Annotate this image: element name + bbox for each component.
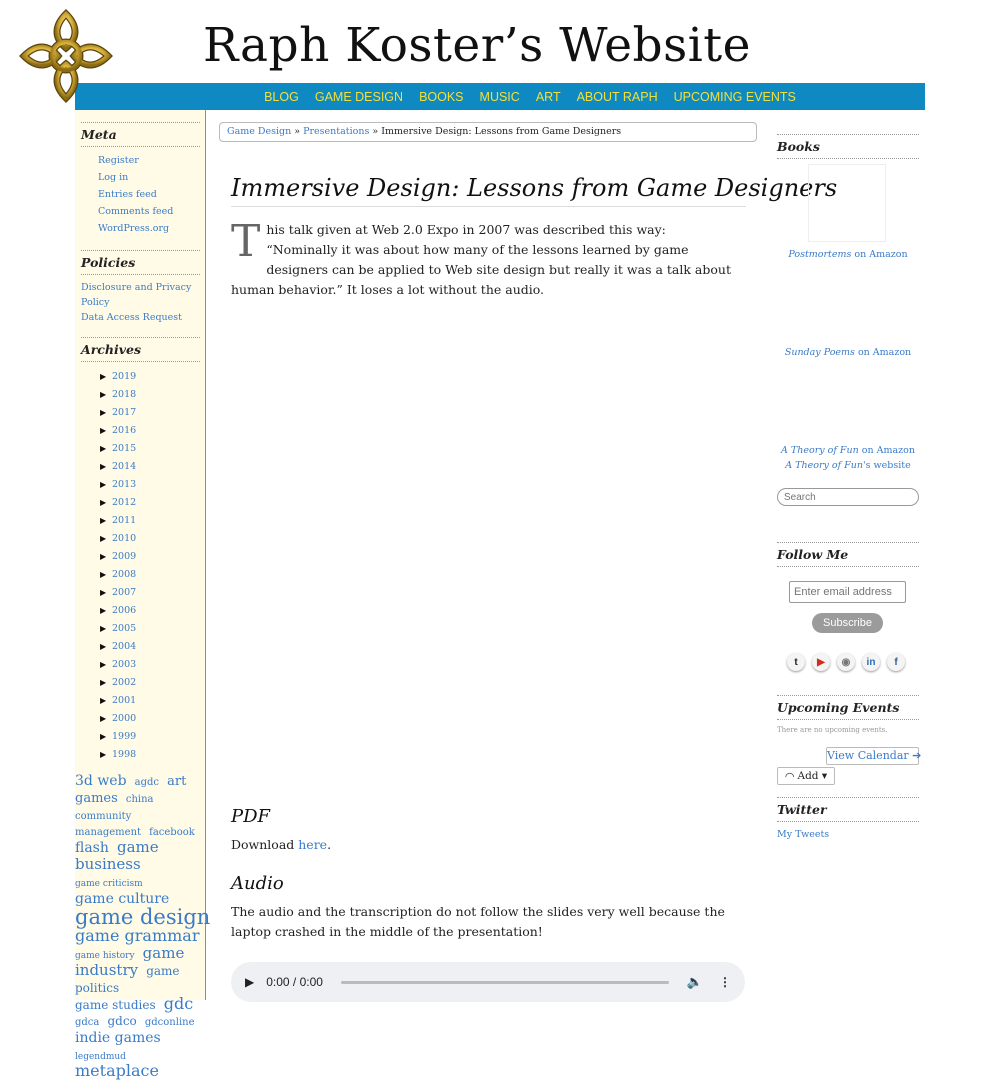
linkedin-icon[interactable]: in (862, 653, 880, 671)
archive-year-item[interactable] (81, 655, 200, 673)
tag-link[interactable]: flash (75, 840, 109, 857)
add-label: Add ▾ (797, 770, 828, 782)
archive-year-link[interactable]: 2011 (112, 514, 137, 526)
archive-year-item[interactable] (81, 385, 200, 403)
expand-triangle-icon[interactable]: ▶ (100, 551, 107, 561)
archive-year-item[interactable] (81, 601, 200, 619)
comments-feed-link[interactable]: Comments feed (98, 206, 174, 217)
policies-title: Policies (81, 250, 200, 275)
tag-link[interactable]: business (75, 854, 141, 873)
pdf-period: . (327, 837, 332, 852)
expand-triangle-icon[interactable]: ▶ (100, 659, 107, 669)
archive-year-item[interactable] (81, 691, 200, 709)
expand-triangle-icon[interactable]: ▶ (100, 425, 107, 435)
archive-list (81, 367, 200, 763)
audio-time: 0:00 / 0:00 (266, 975, 323, 989)
archive-year-link[interactable]: 2017 (112, 406, 137, 418)
archive-year-link[interactable]: 2013 (112, 478, 137, 490)
book-postmortems-amazon[interactable]: on Amazon (851, 249, 908, 260)
more-options-icon[interactable]: ⋮ (719, 975, 731, 989)
archive-year-link[interactable]: 2009 (112, 550, 137, 562)
archive-year-item[interactable] (81, 493, 200, 511)
events-title: Upcoming Events (777, 695, 919, 720)
facebook-icon[interactable]: f (887, 653, 905, 671)
archive-year-link[interactable]: 2003 (112, 658, 137, 670)
tag-link[interactable]: indie games (75, 1030, 161, 1047)
audio-progress-track[interactable] (341, 981, 669, 984)
archive-year-link[interactable]: 2010 (112, 532, 137, 544)
expand-triangle-icon[interactable]: ▶ (100, 749, 107, 759)
archive-year-item[interactable] (81, 475, 200, 493)
nav-upcoming-events[interactable]: UPCOMING EVENTS (673, 89, 796, 104)
archive-year-link[interactable]: 2008 (112, 568, 137, 580)
archive-year-link[interactable]: 1998 (112, 748, 137, 760)
archive-year-link[interactable]: 2007 (112, 586, 137, 598)
tag-link[interactable]: gdconline (144, 1017, 195, 1029)
archive-year-link[interactable]: 2004 (112, 640, 137, 652)
expand-triangle-icon[interactable]: ▶ (100, 479, 107, 489)
expand-triangle-icon[interactable]: ▶ (100, 533, 107, 543)
tag-link[interactable]: game (146, 964, 180, 979)
archives-title: Archives (81, 337, 200, 362)
expand-triangle-icon[interactable]: ▶ (100, 371, 107, 381)
expand-triangle-icon[interactable]: ▶ (100, 443, 107, 453)
tag-link[interactable]: china (125, 793, 154, 805)
tag-link[interactable]: industry (75, 961, 139, 980)
breadcrumb (219, 122, 757, 142)
book-theory-of-fun-site (777, 460, 919, 471)
archive-year-item[interactable] (81, 547, 200, 565)
book-cover-postmortems[interactable] (808, 164, 886, 242)
archive-year-link[interactable]: 2005 (112, 622, 137, 634)
tag-link[interactable]: community (75, 810, 132, 822)
register-link[interactable]: Register (98, 155, 139, 166)
book-theory-of-fun (777, 445, 919, 456)
tag-link[interactable]: game criticism (75, 878, 143, 889)
tag-link[interactable]: agdc (134, 777, 160, 788)
archive-year-item[interactable] (81, 673, 200, 691)
expand-triangle-icon[interactable]: ▶ (100, 605, 107, 615)
archive-year-link[interactable]: 2014 (112, 460, 137, 472)
tag-link[interactable]: gdc (163, 993, 194, 1013)
expand-triangle-icon[interactable]: ▶ (100, 695, 107, 705)
archive-year-item[interactable] (81, 403, 200, 421)
tag-cloud (75, 772, 211, 1080)
post-intro (231, 216, 731, 300)
search-input[interactable] (777, 488, 919, 506)
twitter-icon[interactable]: t (787, 653, 805, 671)
audio-heading: Audio (231, 873, 284, 894)
audio-player[interactable] (231, 962, 745, 1002)
reddit-icon[interactable]: ◉ (837, 653, 855, 671)
archive-year-item[interactable] (81, 367, 200, 385)
tag-link[interactable]: games (75, 790, 118, 806)
policies-widget (81, 250, 200, 325)
my-tweets-link[interactable]: My Tweets (777, 829, 830, 840)
tag-link[interactable]: legendmud (75, 1052, 126, 1062)
breadcrumb-current: Immersive Design: Lessons from Game Designers (381, 126, 622, 137)
tag-link[interactable]: gdca (75, 1017, 100, 1029)
site-title[interactable]: Raph Koster’s Website (203, 18, 751, 73)
tag-link[interactable]: art (167, 774, 187, 789)
tag-link[interactable]: politics (75, 980, 120, 995)
expand-triangle-icon[interactable]: ▶ (100, 461, 107, 471)
archive-year-link[interactable]: 2012 (112, 496, 137, 508)
email-field[interactable] (789, 581, 906, 603)
intro-text: his talk given at Web 2.0 Expo in 2007 was described this way: “Nominally it was about how many of the lessons learned by game designers can be applied to Web site design but really it was a talk about human behavior.” It loses a lot without the audio. (231, 222, 731, 297)
breadcrumb-game-design[interactable]: Game Design (227, 126, 292, 137)
youtube-icon[interactable]: ▶ (812, 653, 830, 671)
expand-triangle-icon[interactable]: ▶ (100, 731, 107, 741)
expand-triangle-icon[interactable]: ▶ (100, 641, 107, 651)
view-calendar-button[interactable]: View Calendar ➔ (826, 747, 919, 765)
archive-year-link[interactable]: 1999 (112, 730, 137, 742)
meta-widget (81, 122, 200, 237)
archive-year-item[interactable] (81, 439, 200, 457)
tag-link[interactable]: game studies (75, 997, 156, 1012)
nav-art[interactable]: ART (535, 89, 561, 104)
expand-triangle-icon[interactable]: ▶ (100, 389, 107, 399)
tag-link[interactable]: game grammar (75, 926, 200, 946)
pdf-download-label: Download (231, 837, 299, 852)
archive-year-item[interactable] (81, 583, 200, 601)
audio-text: The audio and the transcription do not follow the slides very well because the laptop crashed in the middle of the presentation! (231, 904, 725, 939)
play-icon[interactable]: ▶ (245, 975, 255, 989)
archive-year-item[interactable] (81, 727, 200, 745)
nav-books[interactable]: BOOKS (419, 89, 464, 104)
post-title: Immersive Design: Lessons from Game Designers (231, 174, 746, 207)
book-sunday-poems-link[interactable]: Sunday Poems (784, 347, 855, 358)
archive-year-item[interactable] (81, 745, 200, 763)
nav-music[interactable]: MUSIC (479, 89, 520, 104)
archive-year-item[interactable] (81, 421, 200, 439)
expand-triangle-icon[interactable]: ▶ (100, 623, 107, 633)
tag-link[interactable]: facebook (149, 827, 195, 839)
tag-link[interactable]: game (142, 944, 185, 963)
meta-title: Meta (81, 122, 200, 147)
book-theory-of-fun-website[interactable]: 's website (863, 460, 911, 471)
data-access-request-link[interactable]: Data Access Request (81, 312, 182, 323)
add-calendar-button[interactable] (777, 767, 835, 785)
archive-year-item[interactable] (81, 529, 200, 547)
book-theory-of-fun-link[interactable]: A Theory of Fun (781, 445, 859, 456)
expand-triangle-icon[interactable]: ▶ (100, 407, 107, 417)
book-sunday-poems-amazon[interactable]: on Amazon (854, 347, 912, 358)
book-postmortems-link[interactable]: Postmortems (788, 249, 852, 260)
privacy-policy-link[interactable]: Disclosure and Privacy Policy (81, 282, 192, 308)
archive-year-link[interactable]: 2015 (112, 442, 137, 454)
tag-link[interactable]: game (116, 838, 159, 857)
tag-link[interactable]: game design (75, 905, 211, 930)
celtic-knot-logo[interactable] (16, 6, 116, 106)
book-theory-of-fun-amazon[interactable]: on Amazon (858, 445, 915, 456)
archive-year-item[interactable] (81, 619, 200, 637)
archives-widget (81, 337, 200, 763)
book-sunday-poems (777, 347, 919, 358)
archive-year-item[interactable] (81, 511, 200, 529)
archive-year-link[interactable]: 2018 (112, 388, 137, 400)
twitter-title: Twitter (777, 797, 919, 822)
pdf-text (231, 835, 731, 855)
nav-about-raph[interactable]: ABOUT RAPH (576, 89, 658, 104)
expand-triangle-icon[interactable]: ▶ (100, 497, 107, 507)
expand-triangle-icon[interactable]: ▶ (100, 587, 107, 597)
wordpress-org-link[interactable]: WordPress.org (98, 223, 170, 234)
tag-link[interactable]: game history (75, 951, 135, 962)
expand-triangle-icon[interactable]: ▶ (100, 713, 107, 723)
drop-cap: T (231, 216, 261, 267)
social-icons (787, 653, 905, 671)
books-title: Books (777, 134, 919, 159)
login-link[interactable]: Log in (98, 172, 129, 183)
archive-year-item[interactable] (81, 457, 200, 475)
book-theory-of-fun-site-link[interactable]: A Theory of Fun (785, 460, 863, 471)
pdf-download-link[interactable]: here (298, 837, 328, 852)
expand-triangle-icon[interactable]: ▶ (100, 677, 107, 687)
archive-year-item[interactable] (81, 565, 200, 583)
archive-year-item[interactable] (81, 709, 200, 727)
archive-year-link[interactable]: 2000 (112, 712, 137, 724)
subscribe-button[interactable]: Subscribe (812, 613, 883, 633)
no-events-text: There are no upcoming events. (777, 726, 888, 734)
volume-icon[interactable]: 🔈 (686, 974, 703, 989)
entries-feed-link[interactable]: Entries feed (98, 189, 157, 200)
archive-year-link[interactable]: 2019 (112, 370, 137, 382)
breadcrumb-separator: » (369, 126, 382, 137)
nav-blog[interactable]: BLOG (264, 89, 299, 104)
rss-icon: ◠ (784, 769, 795, 783)
archive-year-link[interactable]: 2001 (112, 694, 137, 706)
tag-link[interactable]: gdco (107, 1014, 137, 1029)
archive-year-link[interactable]: 2002 (112, 676, 137, 688)
breadcrumb-separator: » (291, 126, 304, 137)
breadcrumb-presentations[interactable]: Presentations (303, 126, 370, 137)
nav-game-design[interactable]: GAME DESIGN (314, 89, 404, 104)
tag-link[interactable]: management (75, 827, 142, 839)
pdf-heading: PDF (231, 806, 271, 827)
book-postmortems (777, 249, 919, 260)
left-sidebar (75, 110, 211, 1080)
archive-year-item[interactable] (81, 637, 200, 655)
follow-title: Follow Me (777, 542, 919, 567)
main-navigation (75, 83, 925, 110)
expand-triangle-icon[interactable]: ▶ (100, 569, 107, 579)
archive-year-link[interactable]: 2016 (112, 424, 137, 436)
expand-triangle-icon[interactable]: ▶ (100, 515, 107, 525)
tag-link[interactable]: metaplace (75, 1060, 159, 1080)
archive-year-link[interactable]: 2006 (112, 604, 137, 616)
site-header (75, 0, 925, 83)
tag-link[interactable]: game culture (75, 890, 170, 907)
tag-link[interactable]: 3d web (75, 773, 127, 789)
